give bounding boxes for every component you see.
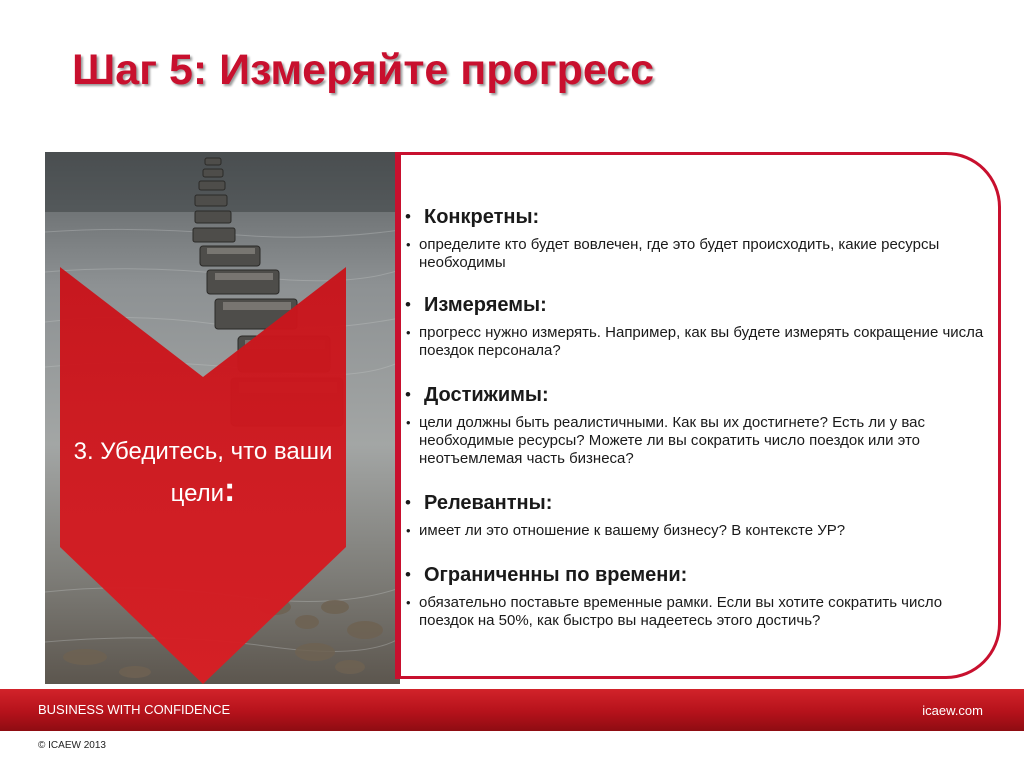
- criterion-description: цели должны быть реалистичными. Как вы их достигнете? Есть ли у вас необходимые ресурсы? Можете ли вы сократить число поездок или это неотъемлемая часть бизнеса?: [419, 414, 925, 467]
- copyright-notice: © ICAEW 2013: [38, 740, 106, 751]
- criterion-description: имеет ли это отношение к вашему бизнесу? В контексте УР?: [419, 522, 846, 539]
- criterion-measurable: [405, 292, 995, 360]
- criterion-description: определите кто будет вовлечен, где это будет происходить, какие ресурсы необходимы: [419, 236, 940, 271]
- criterion-heading: Достижимы:: [424, 384, 549, 406]
- bullet-icon: •: [406, 595, 411, 610]
- bullet-icon: •: [406, 523, 411, 538]
- bullet-icon: •: [405, 295, 411, 314]
- chevron-text: 3. Убедитесь, что ваши цели: [73, 438, 333, 507]
- bullet-icon: •: [405, 385, 411, 404]
- criterion-achievable: [405, 382, 995, 468]
- criterion-description: обязательно поставьте временные рамки. Если вы хотите сократить число поездок на 50%, как быстро вы надеетесь этого достичь?: [419, 594, 943, 629]
- stepping-stones-photo: [45, 152, 400, 684]
- criterion-heading: Измеряемы:: [424, 294, 547, 316]
- criterion-time-bound: [405, 562, 995, 630]
- criterion-heading: Релевантны:: [424, 492, 553, 514]
- footer-bar: [0, 689, 1024, 731]
- bullet-icon: •: [406, 237, 411, 252]
- criterion-specific: [405, 204, 995, 272]
- criterion-heading: Ограниченны по времени:: [424, 564, 688, 586]
- bullet-icon: •: [405, 493, 411, 512]
- footer-tagline: BUSINESS WITH CONFIDENCE: [38, 702, 231, 717]
- bullet-icon: •: [405, 565, 411, 584]
- criterion-heading: Конкретны:: [424, 206, 540, 228]
- criteria-list: [405, 204, 995, 630]
- bullet-icon: •: [405, 207, 411, 226]
- bullet-icon: •: [406, 325, 411, 340]
- footer-website-link[interactable]: icaew.com: [922, 703, 983, 718]
- slide-title: Шаг 5: Измеряйте прогресс: [72, 46, 655, 94]
- bullet-icon: •: [406, 415, 411, 430]
- criterion-relevant: [405, 490, 995, 540]
- criterion-description: прогресс нужно измерять. Например, как вы будете измерять сокращение числа поездок персонала?: [419, 324, 984, 359]
- chevron-colon: :: [224, 471, 236, 509]
- chevron-label: [60, 432, 346, 513]
